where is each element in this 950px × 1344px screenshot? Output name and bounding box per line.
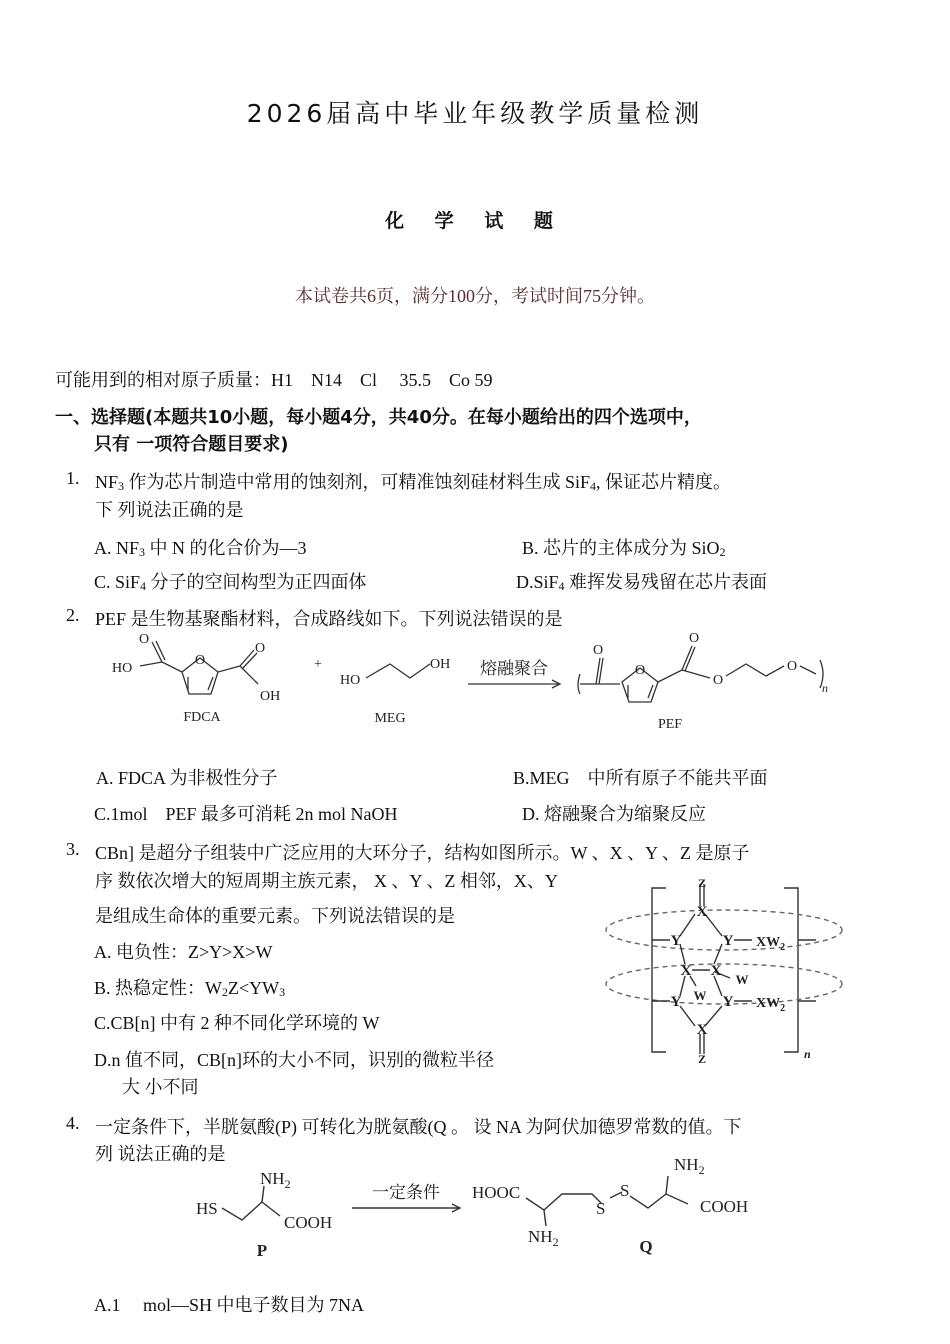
- pef-repeat-n: n: [822, 681, 828, 695]
- atom-x-center-left: X: [680, 963, 692, 979]
- q3-stem-line1: CBn] 是超分子组装中广泛应用的大环分子，结构如图所示。W 、X 、Y 、Z 是原子: [95, 843, 750, 863]
- q1-option-d: D.SiF$_4$ 难挥发易残留在芯片表面: [516, 572, 768, 593]
- p-nh2: $NH_2$: [260, 1169, 291, 1191]
- meg-ho: HO: [340, 673, 361, 688]
- q2-number: 2.: [66, 605, 80, 625]
- p-label: P: [256, 1241, 268, 1260]
- exam-title: 2026届高中毕业年级教学质量检测: [246, 99, 704, 128]
- bracket-right: [784, 888, 798, 1052]
- group-xw2-upper: $XW_2$: [756, 935, 786, 953]
- atom-x-bottom: X: [696, 1022, 708, 1038]
- pef-carbonyl-o-left: O: [592, 643, 604, 658]
- q-label: Q: [639, 1237, 653, 1256]
- atom-y-lower-left: Y: [670, 994, 682, 1010]
- atom-y-upper-left: Y: [670, 933, 682, 949]
- atom-x-center-right: X: [710, 963, 722, 979]
- q3-option-c: C.CB[n] 中有 2 种不同化学环境的 W: [94, 1013, 380, 1033]
- atom-z-bottom: Z: [697, 1052, 707, 1064]
- fdca-label: FDCA: [183, 710, 221, 725]
- q-hooc: HOOC: [472, 1183, 521, 1202]
- atom-z-top: Z: [697, 878, 707, 890]
- atom-w-right: W: [735, 972, 749, 987]
- section-one-heading-line1: 一、选择题(本题共10小题，每小题4分，共40分。在每小题给出的四个选项中，: [55, 407, 702, 428]
- q1-option-b: B. 芯片的主体成分为 SiO$_2$: [522, 538, 726, 559]
- pef-ring-oxygen: O: [634, 663, 646, 678]
- group-xw2-lower: $XW_2$: [756, 996, 786, 1014]
- q-cooh: COOH: [700, 1197, 749, 1216]
- q3-stem-line3: 是组成生命体的重要元素。下列说法错误的是: [95, 906, 455, 926]
- q2-option-b: B.MEG 中所有原子不能共平面: [513, 768, 768, 788]
- q2-option-d: D. 熔融聚合为缩聚反应: [522, 804, 706, 824]
- p-cooh: COOH: [284, 1213, 333, 1232]
- meg-chain: [366, 664, 430, 678]
- q4-stem-line2: 列 说法正确的是: [95, 1144, 226, 1164]
- plus-sign: +: [314, 657, 322, 672]
- pef-synthesis-scheme: [100, 628, 840, 740]
- subject-title: 化 学 试 题: [385, 210, 565, 232]
- meg-oh: OH: [430, 657, 451, 672]
- cysteine-oxidation-scheme: [190, 1150, 790, 1262]
- exam-notice: 本试卷共6页，满分100分，考试时间75分钟。: [295, 286, 655, 306]
- q3-option-a: A. 电负性：Z>Y>X>W: [94, 942, 273, 962]
- q2-option-c: C.1mol PEF 最多可消耗 2n mol NaOH: [94, 804, 398, 824]
- pef-ether-oxygen: O: [786, 659, 798, 674]
- fdca-carbonyl-o-left: O: [138, 632, 150, 647]
- q4-number: 4.: [66, 1113, 80, 1133]
- q-sulfur-right: S: [620, 1181, 630, 1200]
- fdca-ring-oxygen: O: [194, 653, 206, 668]
- q-nh2-left: $NH_2$: [528, 1227, 559, 1249]
- q3-option-d-line2: 大 小不同: [122, 1077, 199, 1097]
- q1-option-c: C. SiF$_4$ 分子的空间构型为正四面体: [94, 572, 367, 593]
- q2-option-a: A. FDCA 为非极性分子: [96, 768, 278, 788]
- pef-label: PEF: [657, 717, 683, 732]
- fdca-ho: HO: [112, 661, 133, 676]
- q-sulfur-left: S: [596, 1199, 606, 1218]
- repeat-n: n: [804, 1047, 811, 1061]
- pef-ester-oxygen: O: [712, 673, 724, 688]
- cbn-structure-figure: [600, 878, 845, 1064]
- q3-stem-line2: 序 数依次增大的短周期主族元素， X 、Y 、Z 相邻，X、Y: [95, 871, 558, 891]
- q3-number: 3.: [66, 839, 80, 859]
- pef-carbonyl-o-right: O: [688, 631, 700, 646]
- scheme-arrow-label: 熔融聚合: [480, 659, 548, 678]
- atomic-mass-line: 可能用到的相对原子质量：H1 N14 Cl 35.5 Co 59: [55, 370, 493, 390]
- p-hs: HS: [196, 1199, 218, 1218]
- atom-y-upper-right: Y: [722, 933, 734, 949]
- atom-y-lower-right: Y: [722, 994, 734, 1010]
- fdca-oh: OH: [260, 689, 281, 704]
- fdca-carbonyl-o-right: O: [254, 641, 266, 656]
- q1-number: 1.: [66, 468, 80, 488]
- q4-stem-line1: 一定条件下，半胱氨酸(P) 可转化为胱氨酸(Q 。 设 NA 为阿伏加德罗常数的值。下: [95, 1117, 742, 1137]
- q3-option-d-line1: D.n 值不同，CB[n]环的大小不同，识别的微粒半径: [94, 1050, 494, 1070]
- q3-option-b: B. 热稳定性：$W_2Z<YW_3$: [94, 978, 286, 999]
- section-one-heading-line2: 只有 一项符合题目要求): [94, 434, 289, 455]
- q1-stem-line1: $NF_3$ 作为芯片制造中常用的蚀刻剂，可精准蚀刻硅材料生成 SiF$_4$, 保证芯片精度。: [95, 472, 732, 493]
- q2-stem: PEF 是生物基聚酯材料，合成路线如下。下列说法错误的是: [95, 609, 563, 629]
- q1-stem-line2: 下 列说法正确的是: [95, 500, 244, 520]
- atom-w-center: W: [693, 988, 707, 1003]
- q4-option-a: A.1 mol—SH 中电子数目为 7NA: [94, 1295, 365, 1315]
- q-nh2-right: $NH_2$: [674, 1155, 705, 1177]
- q1-option-a: A. $NF_3$ 中 N 的化合价为—3: [94, 538, 307, 559]
- q4-scheme-arrow-label: 一定条件: [372, 1183, 440, 1202]
- meg-label: MEG: [374, 711, 406, 726]
- atom-x-top: X: [696, 904, 708, 920]
